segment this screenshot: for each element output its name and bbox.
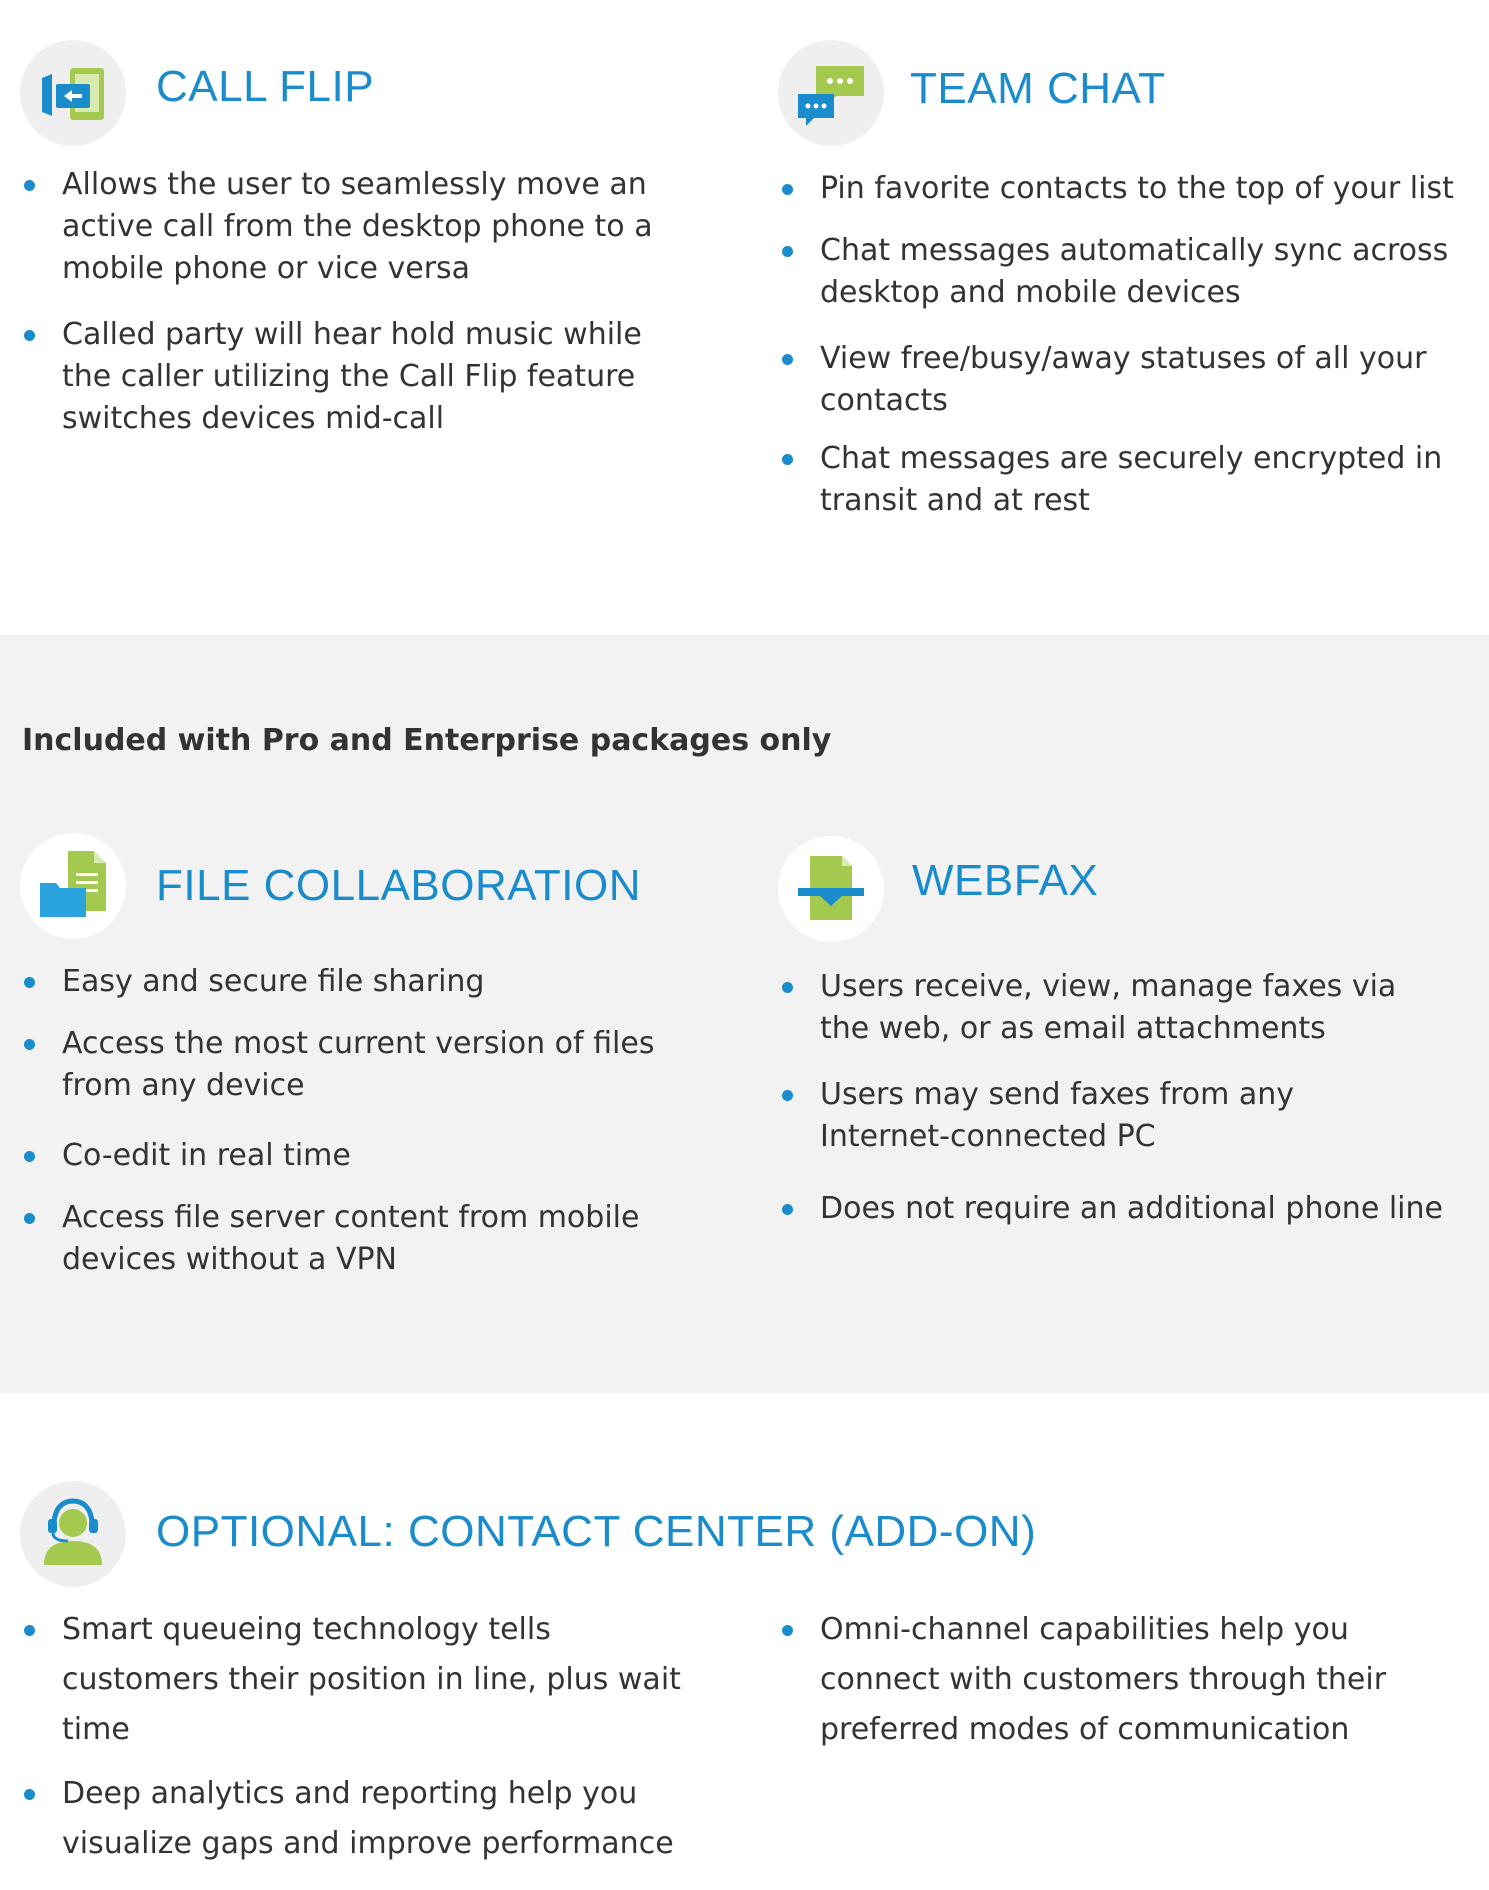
section-title: FILE COLLABORATION	[156, 861, 641, 910]
bullet-list	[778, 966, 1443, 1230]
list-item: View free/busy/away statuses of all your contacts	[778, 338, 1478, 422]
section-title: WEBFAX	[912, 856, 1099, 905]
list-item: Does not require an additional phone line	[778, 1188, 1420, 1230]
call-flip-icon	[20, 40, 126, 146]
bullet-list	[20, 961, 710, 1281]
list-item: Allows the user to seamlessly move an active call from the desktop phone to a mobile phone or vice versa	[20, 164, 700, 290]
file-folder-icon	[20, 833, 126, 939]
list-item: Chat messages are securely encrypted in transit and at rest	[778, 438, 1478, 522]
list-item: Co-edit in real time	[20, 1135, 710, 1177]
list-item: Chat messages automatically sync across desktop and mobile devices	[778, 230, 1478, 314]
list-item: Pin favorite contacts to the top of your list	[778, 168, 1478, 210]
list-item: Access file server content from mobile devices without a VPN	[20, 1197, 710, 1281]
list-item: Access the most current version of files from any device	[20, 1023, 710, 1107]
list-item: Users may send faxes from any Internet-connected PC	[778, 1074, 1418, 1158]
pro-enterprise-note: Included with Pro and Enterprise packages only	[22, 723, 832, 758]
list-item: Easy and secure file sharing	[20, 961, 710, 1003]
bullet-list	[778, 168, 1478, 522]
section-title: OPTIONAL: CONTACT CENTER (ADD-ON)	[156, 1507, 1037, 1556]
fax-icon	[778, 836, 884, 942]
list-item: Called party will hear hold music while the caller utilizing the Call Flip feature switches devices mid-call	[20, 314, 700, 440]
list-item: Omni-channel capabilities help you connect with customers through their preferred modes of communication	[778, 1605, 1418, 1755]
list-item: Deep analytics and reporting help you visualize gaps and improve performance	[20, 1769, 710, 1869]
list-item: Users receive, view, manage faxes via the web, or as email attachments	[778, 966, 1418, 1050]
section-title: TEAM CHAT	[910, 64, 1166, 113]
section-title: CALL FLIP	[156, 62, 375, 111]
headset-agent-icon	[20, 1481, 126, 1587]
bullet-list	[20, 164, 700, 440]
list-item: Smart queueing technology tells customers their position in line, plus wait time	[20, 1605, 710, 1755]
chat-bubbles-icon	[778, 40, 884, 146]
bullet-list-left	[20, 1605, 710, 1869]
bullet-list-right	[778, 1605, 1418, 1755]
